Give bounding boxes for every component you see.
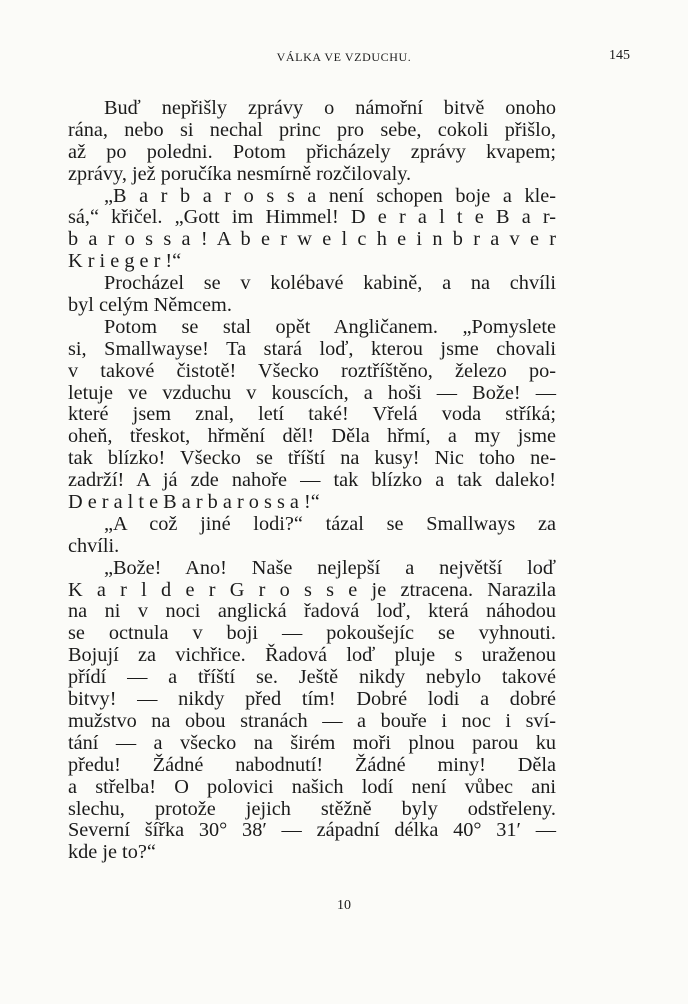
text-line: bitvy! — nikdy před tím! Dobré lodi a dobré (68, 688, 556, 711)
text-line: v takové čistotě! Všecko roztříštěno, železo po- (68, 359, 556, 382)
text-line: kde je to?“ (68, 841, 156, 864)
text-line: zadrží! A já zde nahoře — tak blízko a tak daleko! (68, 469, 556, 492)
text-line: přídí — a tříští se. Ještě nikdy nebylo takové (68, 666, 556, 689)
text-line: a střelba! O polovici našich lodí není vůbec ani (68, 775, 556, 798)
text-line: až po poledni. Potom přicházely zprávy kvapem; (68, 140, 556, 163)
text-line: tání — a všecko na širém moři plnou parou ku (68, 731, 556, 754)
running-title: VÁLKA VE VZDUCHU. (276, 50, 412, 64)
text-line: tak blízko! Všecko se tříští na kusy! Nic toho ne- (68, 447, 556, 470)
text-line: na ni v noci anglická řadová loď, která náhodou (68, 600, 556, 623)
text-line: „Bože! Ano! Naše nejlepší a největší loď (104, 556, 556, 579)
text-line: Potom se stal opět Angličanem. „Pomyslete (104, 315, 556, 338)
text-line: slechu, protože jejich stěžně byly odstřeleny. (68, 797, 556, 820)
text-line: D e r a l t e B a r b a r o s s a !“ (68, 491, 320, 514)
text-line: zprávy, jež poručíka nesmírně rozčilovaly. (68, 162, 412, 185)
signature-mark: 10 (337, 898, 351, 913)
text-line: oheň, třeskot, hřmění děl! Děla hřmí, a my jsme (68, 425, 556, 448)
text-line: rána, nebo si nechal princ pro sebe, cokoli přišlo, (68, 118, 556, 141)
text-line: si, Smallwayse! Ta stará loď, kterou jsme chovali (68, 337, 556, 360)
text-line: Severní šířka 30° 38′ — západní délka 40° 31′ — (68, 819, 556, 842)
text-line: sá,“ křičel. „Gott im Himmel! D e r a l t e B a r- (68, 206, 556, 229)
text-line: chvíli. (68, 534, 120, 557)
text-line: byl celým Němcem. (68, 294, 232, 317)
text-line: Procházel se v kolébavé kabině, a na chvíli (104, 272, 556, 295)
text-line: letuje ve vzduchu v kouscích, a hoši — Bože! — (68, 381, 556, 404)
text-line: Bojují za vichřice. Řadová loď pluje s uraženou (68, 644, 556, 667)
text-line: „A což jiné lodi?“ tázal se Smallways za (104, 512, 556, 535)
text-line: mužstvo na obou stranách — a bouře i noc i sví- (68, 709, 556, 732)
running-head (68, 48, 630, 70)
body-text (68, 98, 556, 864)
text-line: které jsem znal, letí také! Vřelá voda stříká; (68, 403, 556, 426)
text-line: se octnula v boji — pokoušejíc se vyhnouti. (68, 622, 556, 645)
text-line: „B a r b a r o s s a není schopen boje a kle- (104, 184, 556, 207)
text-line: K r i e g e r !“ (68, 250, 182, 273)
text-line: b a r o s s a ! A b e r w e l c h e i n b r a v e r (68, 228, 556, 251)
page-number: 145 (609, 48, 630, 63)
text-line: K a r l d e r G r o s s e je ztracena. Narazila (68, 578, 556, 601)
text-line: Buď nepřišly zprávy o námořní bitvě onoho (104, 97, 556, 119)
text-line: předu! Žádné nabodnutí! Žádné miny! Děla (68, 753, 556, 776)
